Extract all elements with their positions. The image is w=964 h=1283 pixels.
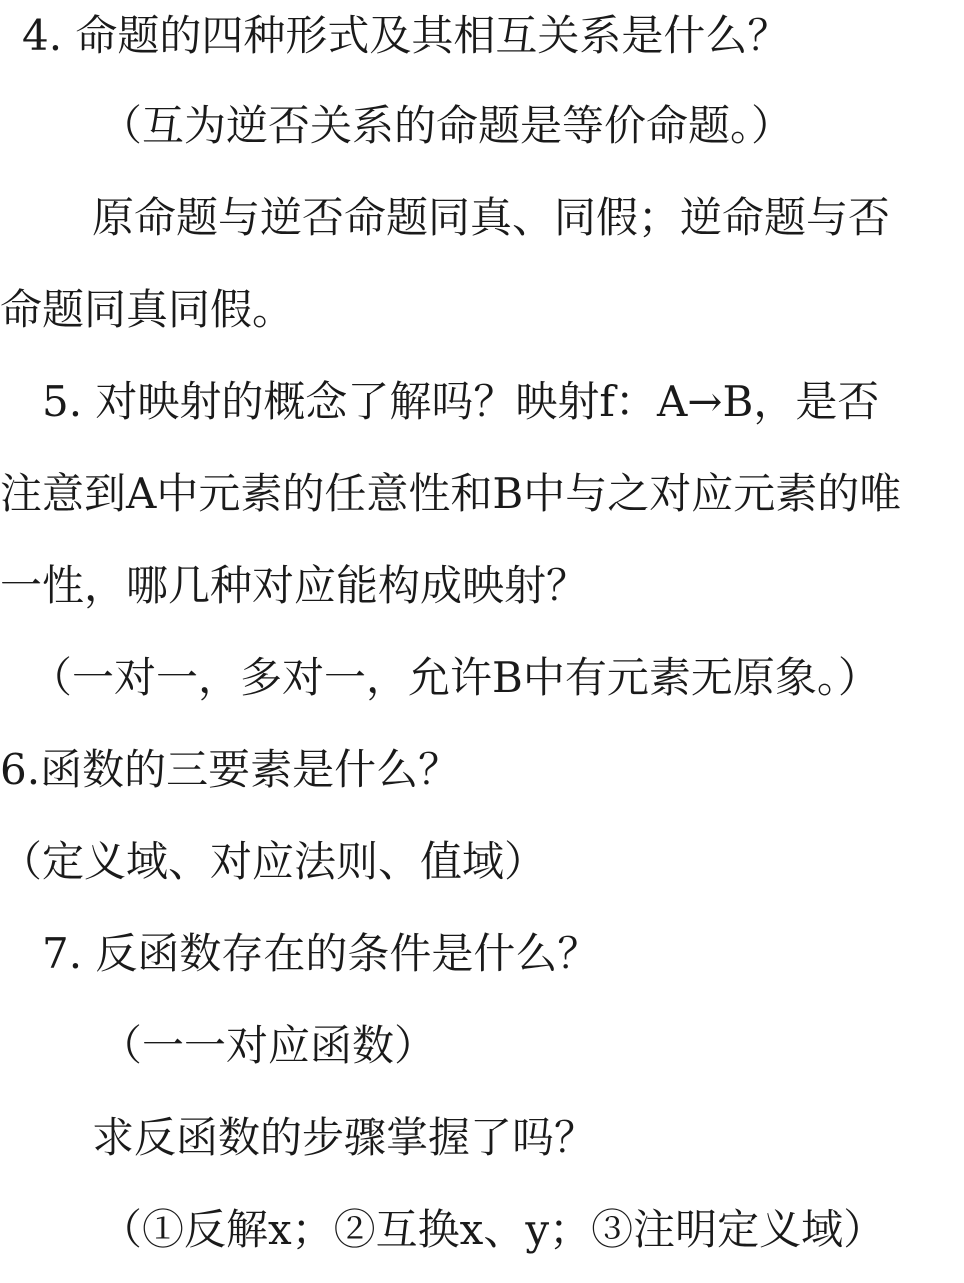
question-4-answer-note: （互为逆否关系的命题是等价命题。） xyxy=(100,101,794,150)
question-4-explanation-cont: 命题同真同假。 xyxy=(0,285,295,334)
question-7-answer: （一一对应函数） xyxy=(100,1021,437,1070)
question-5-heading: 5. 对映射的概念了解吗？映射f：A→B，是否 xyxy=(42,377,880,426)
question-5-heading-cont-2: 一性，哪几种对应能构成映射？ xyxy=(0,561,589,610)
question-7-heading: 7. 反函数存在的条件是什么？ xyxy=(42,929,600,978)
question-5-answer: （一对一，多对一，允许B中有元素无原象。） xyxy=(30,653,880,702)
question-5-heading-cont-1: 注意到A中元素的任意性和B中与之对应元素的唯 xyxy=(0,469,902,518)
question-7-followup: 求反函数的步骤掌握了吗？ xyxy=(92,1113,597,1162)
question-4-heading: 4. 命题的四种形式及其相互关系是什么？ xyxy=(22,11,790,60)
question-7-followup-answer: （①反解x；②互换x、y；③注明定义域） xyxy=(100,1205,886,1254)
question-6-answer: （定义域、对应法则、值域） xyxy=(0,837,547,886)
question-6-heading: 6.函数的三要素是什么？ xyxy=(0,745,461,794)
question-4-explanation: 原命题与逆否命题同真、同假；逆命题与否 xyxy=(92,193,891,242)
